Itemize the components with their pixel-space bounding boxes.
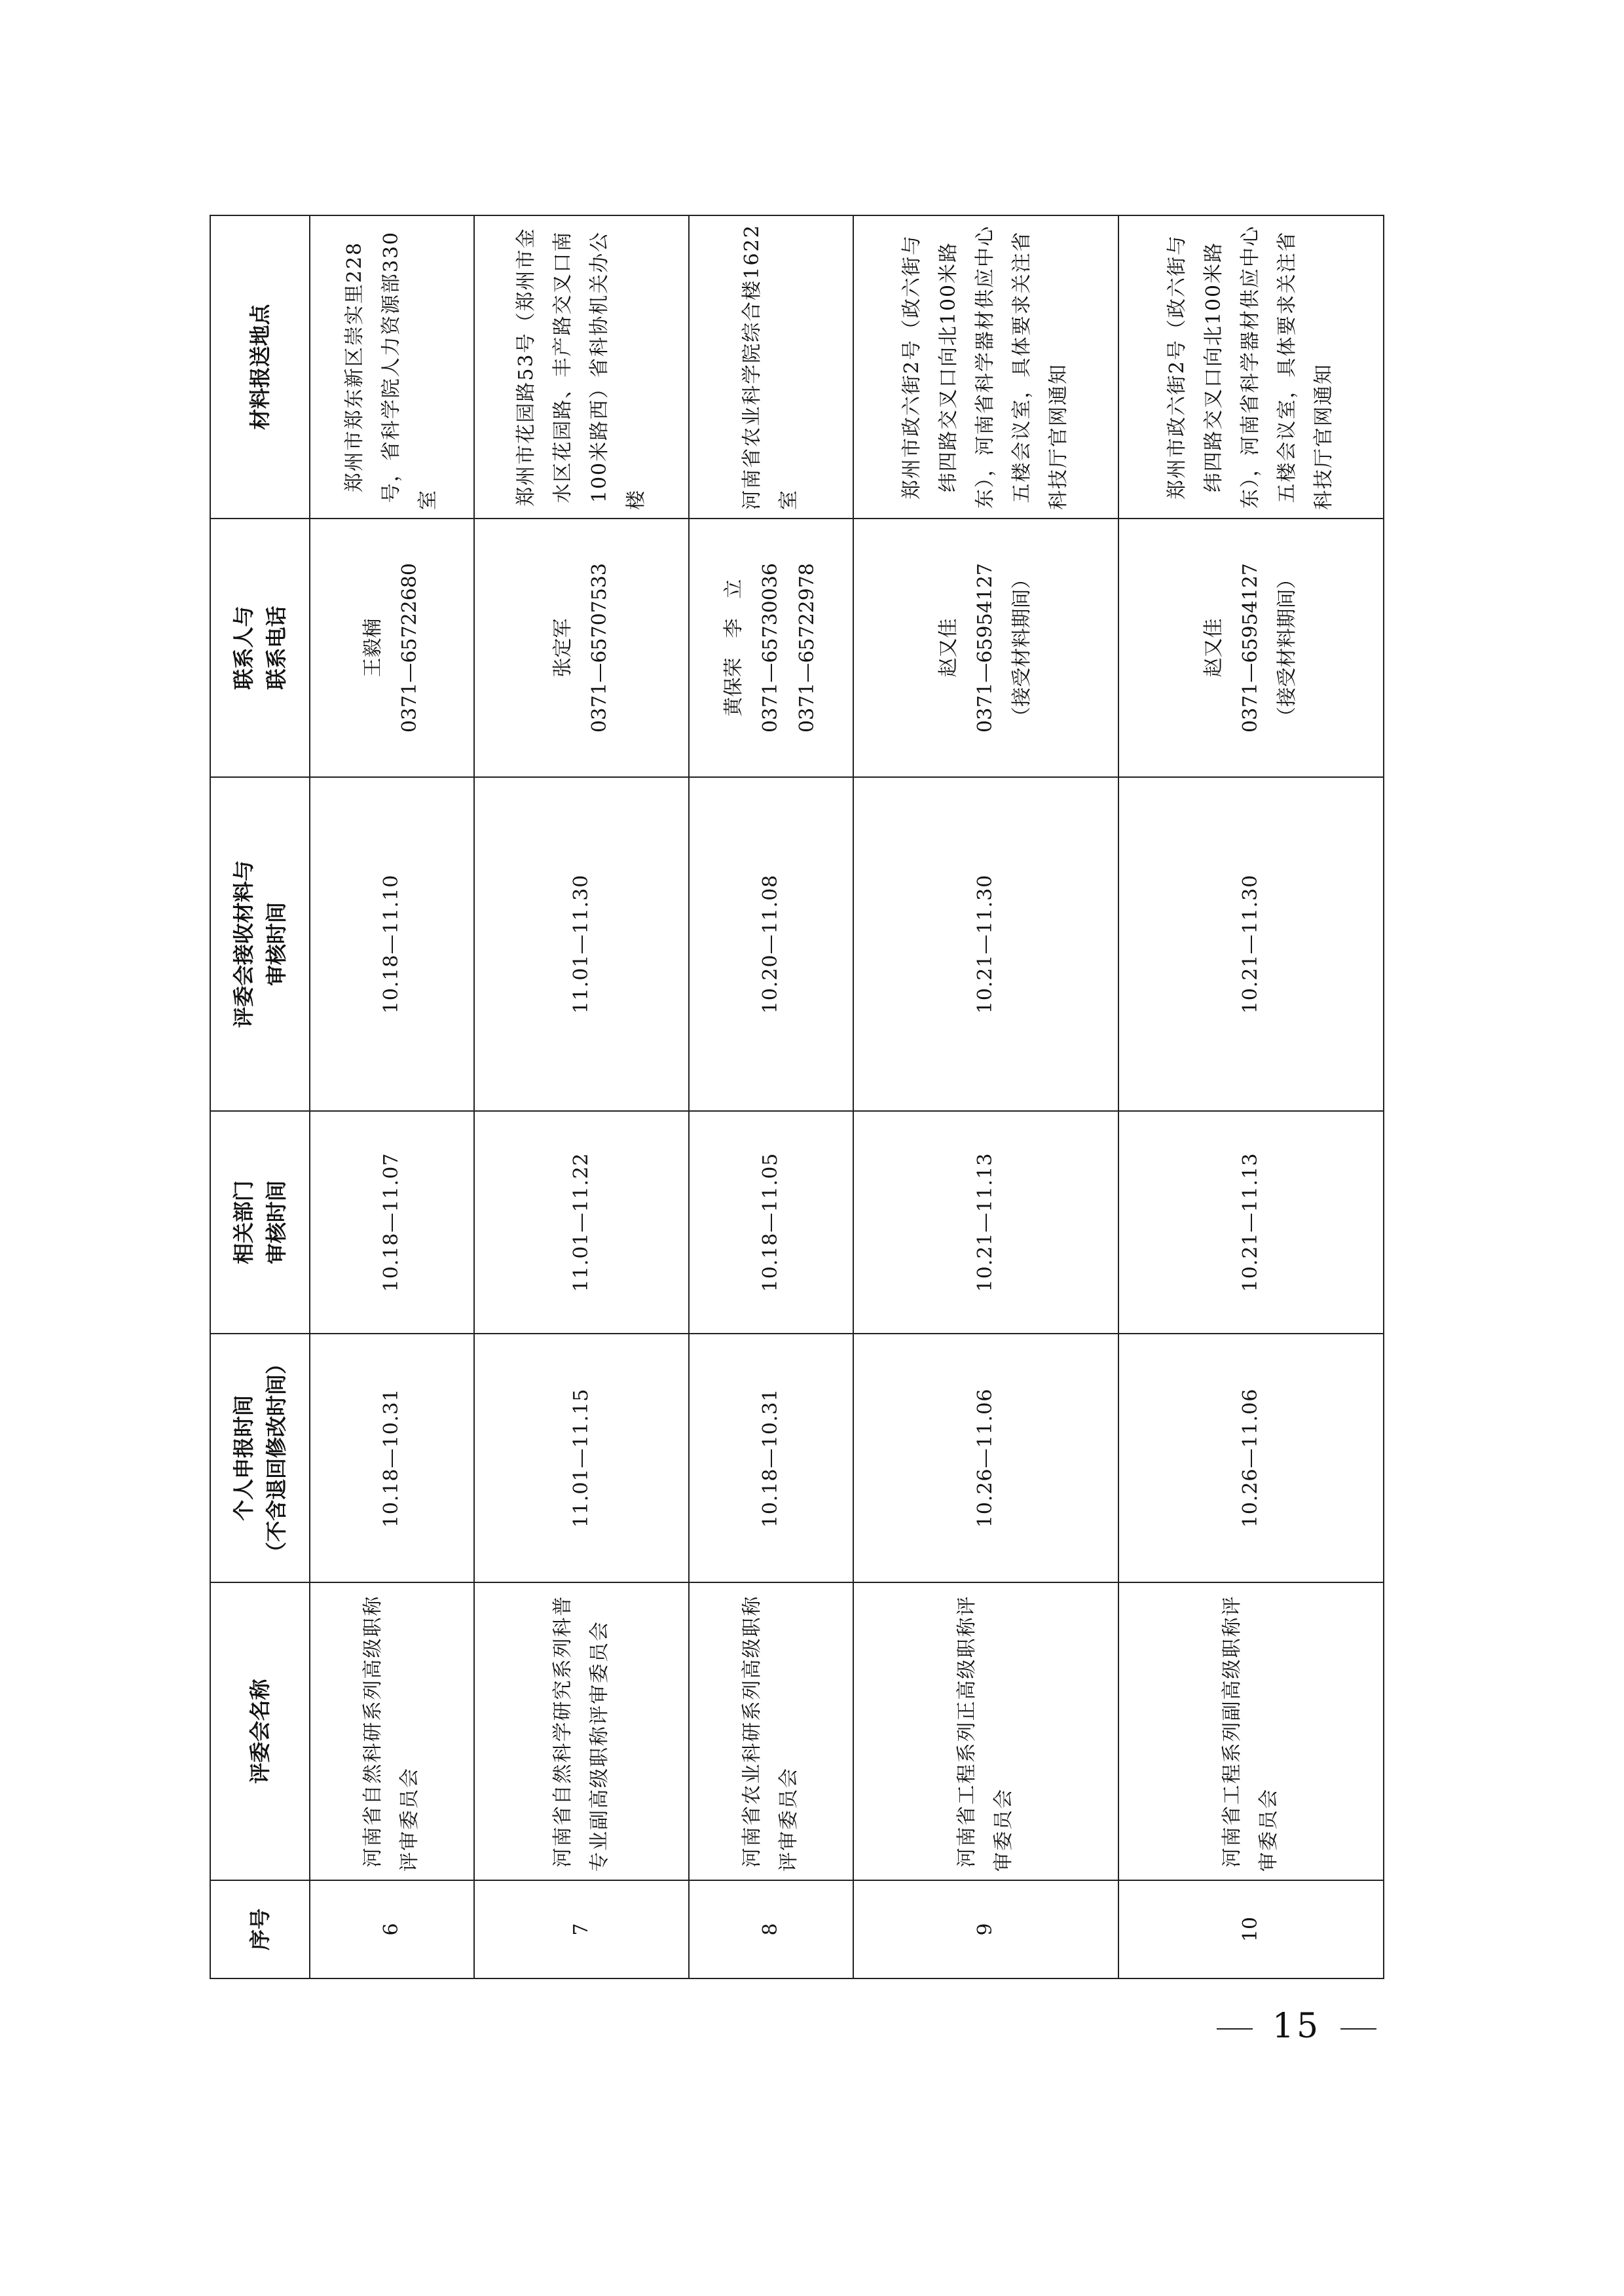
cell-contact xyxy=(1118,519,1384,777)
header-address: 材料报送地点 xyxy=(210,215,310,519)
cell-address: 河南省农业科学院综合楼1622室 xyxy=(689,215,853,519)
schedule-table xyxy=(210,215,1384,1979)
cell-seq: 10 xyxy=(1118,1880,1384,1978)
cell-address: 郑州市政六街2号（政六街与纬四路交叉口向北100米路东），河南省科学器材供应中心五楼会议室，具体要求关注省科技厅官网通知 xyxy=(853,215,1118,519)
cell-address: 郑州市花园路53号（郑州市金水区花园路、丰产路交叉口南100米路西）省科协机关办公楼 xyxy=(474,215,689,519)
cell-dept: 10.21—11.13 xyxy=(853,1111,1118,1334)
cell-contact xyxy=(474,519,689,777)
cell-seq: 7 xyxy=(474,1880,689,1978)
table-row xyxy=(1118,215,1384,1978)
contact-name: 王毅楠 xyxy=(361,618,385,678)
schedule-table-rotated xyxy=(210,216,1384,1979)
cell-personal: 10.18—10.31 xyxy=(689,1334,853,1582)
table-row xyxy=(310,215,474,1978)
contact-name: 黄保荣 李 立 xyxy=(722,579,746,717)
header-committee: 评委会名称 xyxy=(210,1582,310,1880)
table-row xyxy=(853,215,1118,1978)
contact-phone: 0371—65707533 xyxy=(587,562,611,733)
header-personal-line1: 个人申报时间 xyxy=(231,1395,256,1522)
header-receive-line2: 审核时间 xyxy=(264,902,289,987)
page-number xyxy=(1192,2003,1401,2049)
cell-address: 郑州市郑东新区崇实里228号，省科学院人力资源部330室 xyxy=(310,215,474,519)
header-personal-line2: （不含退回修改时间） xyxy=(264,1353,289,1563)
cell-receive: 10.21—11.30 xyxy=(853,777,1118,1111)
header-dept-line2: 审核时间 xyxy=(264,1180,289,1265)
header-personal xyxy=(210,1334,310,1582)
contact-phone: 0371—65730036 xyxy=(759,562,783,733)
header-receive-line1: 评委会接收材料与 xyxy=(231,860,256,1029)
page-number-dash-right xyxy=(1340,2028,1376,2030)
contact-phone: 0371—65954127 xyxy=(974,562,997,733)
page-number-value: 15 xyxy=(1272,2007,1321,2046)
cell-receive: 10.20—11.08 xyxy=(689,777,853,1111)
header-contact xyxy=(210,519,310,777)
table-row xyxy=(689,215,853,1978)
table-row xyxy=(474,215,689,1978)
cell-address: 郑州市政六街2号（政六街与纬四路交叉口向北100米路东），河南省科学器材供应中心五楼会议室，具体要求关注省科技厅官网通知 xyxy=(1118,215,1384,519)
cell-committee: 河南省自然科研系列高级职称评审委员会 xyxy=(310,1582,474,1880)
cell-committee: 河南省自然科学研究系列科普专业副高级职称评审委员会 xyxy=(474,1582,689,1880)
page-number-dash-left xyxy=(1217,2028,1253,2030)
cell-contact xyxy=(689,519,853,777)
header-row xyxy=(210,215,310,1978)
cell-personal: 10.18—10.31 xyxy=(310,1334,474,1582)
cell-seq: 8 xyxy=(689,1880,853,1978)
cell-contact xyxy=(310,519,474,777)
cell-personal: 10.26—11.06 xyxy=(1118,1334,1384,1582)
header-dept xyxy=(210,1111,310,1334)
contact-note: （接受材料期间） xyxy=(1276,569,1299,727)
cell-receive: 11.01—11.30 xyxy=(474,777,689,1111)
cell-committee: 河南省农业科研系列高级职称评审委员会 xyxy=(689,1582,853,1880)
contact-name: 赵又佳 xyxy=(937,618,961,678)
cell-personal: 10.26—11.06 xyxy=(853,1334,1118,1582)
cell-personal: 11.01—11.15 xyxy=(474,1334,689,1582)
cell-dept: 11.01—11.22 xyxy=(474,1111,689,1334)
contact-phone-2: 0371—65722978 xyxy=(796,562,819,733)
cell-seq: 9 xyxy=(853,1880,1118,1978)
cell-dept: 10.21—11.13 xyxy=(1118,1111,1384,1334)
header-contact-line1: 联系人与 xyxy=(231,606,256,690)
cell-dept: 10.18—11.07 xyxy=(310,1111,474,1334)
contact-name: 赵又佳 xyxy=(1202,618,1226,678)
contact-phone: 0371—65722680 xyxy=(398,562,422,733)
cell-committee: 河南省工程系列副高级职称评审委员会 xyxy=(1118,1582,1384,1880)
cell-contact xyxy=(853,519,1118,777)
cell-committee: 河南省工程系列正高级职称评审委员会 xyxy=(853,1582,1118,1880)
header-contact-line2: 联系电话 xyxy=(264,606,289,690)
cell-seq: 6 xyxy=(310,1880,474,1978)
header-receive xyxy=(210,777,310,1111)
cell-receive: 10.21—11.30 xyxy=(1118,777,1384,1111)
cell-dept: 10.18—11.05 xyxy=(689,1111,853,1334)
contact-name: 张定军 xyxy=(551,618,574,678)
contact-note: （接受材料期间） xyxy=(1010,569,1034,727)
cell-receive: 10.18—11.10 xyxy=(310,777,474,1111)
header-dept-line1: 相关部门 xyxy=(231,1180,256,1265)
contact-phone: 0371—65954127 xyxy=(1239,562,1263,733)
header-seq: 序号 xyxy=(210,1880,310,1978)
